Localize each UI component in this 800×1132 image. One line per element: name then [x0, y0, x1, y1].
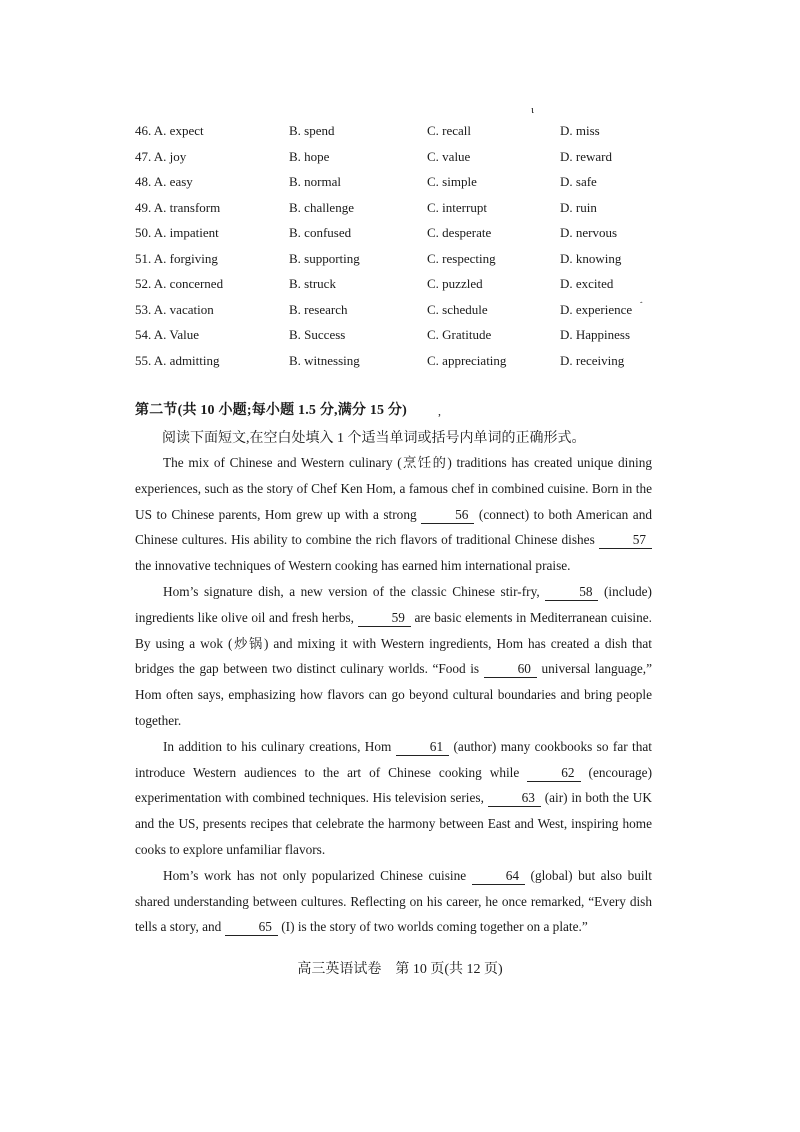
- passage-text: (connect) to both American and Chinese cultures. His ability to combine the rich flavors of traditional Chinese dishes: [135, 506, 652, 548]
- option-c: C. simple: [427, 174, 477, 189]
- option-d: D. receiving: [560, 352, 625, 368]
- option-a: 53. A. vacation: [135, 301, 214, 317]
- blank-61: 61: [396, 739, 449, 756]
- paragraph-3: [135, 734, 652, 863]
- option-b: B. struck: [289, 276, 336, 291]
- blank-57: 57: [599, 532, 652, 549]
- option-c: C. value: [427, 148, 471, 164]
- option-d: D. ruin: [560, 199, 597, 215]
- page-footer: 高三英语试卷 第 10 页(共 12 页): [297, 962, 503, 977]
- passage-text: (global) but also built shared understanding between cultures. Reflecting on his career, he once remarked, “Every dish tells a story, and: [135, 867, 652, 935]
- passage-text: (air) in both the UK and the US, presents recipes that celebrate the harmony between East and West, inspiring home cooks to explore unfamiliar flavors.: [135, 790, 652, 857]
- option-d: D. reward: [560, 148, 612, 164]
- option-d: D. safe: [560, 174, 597, 189]
- option-d: D. nervous: [560, 225, 618, 240]
- option-a: 49. A. transform: [135, 199, 221, 215]
- passage-text: Hom’s work has not only popularized Chinese cuisine: [163, 867, 472, 883]
- question-row-47: [135, 144, 695, 170]
- question-row-49: [135, 195, 695, 221]
- blank-59: 59: [358, 610, 411, 627]
- question-row-55: [135, 348, 695, 374]
- question-row-52: [135, 271, 695, 297]
- option-c: C. schedule: [427, 301, 488, 317]
- section-title: 第二节(共 10 小题;每小题 1.5 分,满分 15 分): [135, 403, 407, 418]
- option-b: B. challenge: [289, 199, 354, 215]
- option-c: C. respecting: [427, 250, 496, 266]
- passage-text: In addition to his culinary creations, Hom: [163, 738, 396, 754]
- option-d: D. excited: [560, 276, 614, 291]
- option-c: C. interrupt: [427, 199, 487, 215]
- option-c: C. desperate: [427, 225, 492, 240]
- question-row-51: [135, 246, 695, 272]
- blank-64: 64: [472, 868, 525, 885]
- option-a: 55. A. admitting: [135, 352, 220, 368]
- passage-text: Hom’s signature dish, a new version of the classic Chinese stir-fry,: [163, 583, 546, 599]
- option-a: 50. A. impatient: [135, 225, 219, 240]
- passage-text: (I) is the story of two worlds coming together on a plate.”: [277, 919, 588, 935]
- option-b: B. confused: [289, 225, 352, 240]
- option-a: 46. A. expect: [135, 123, 204, 138]
- option-b: B. normal: [289, 174, 341, 189]
- option-d: D. miss: [560, 123, 600, 138]
- pen-dot-mark: ,: [438, 404, 441, 418]
- paragraph-2: [135, 579, 652, 734]
- blank-56: 56: [421, 507, 474, 524]
- option-c: C. appreciating: [427, 352, 507, 368]
- question-row-50: [135, 220, 695, 246]
- question-row-54: [135, 322, 695, 348]
- option-a: 47. A. joy: [135, 148, 187, 164]
- option-c: C. recall: [427, 123, 472, 138]
- option-a: 48. A. easy: [135, 174, 193, 189]
- option-a: 54. A. Value: [135, 327, 200, 342]
- question-row-46: [135, 118, 695, 144]
- blank-63: 63: [488, 790, 541, 807]
- question-row-48: [135, 169, 695, 195]
- option-b: B. spend: [289, 123, 335, 138]
- pen-tick-mark-2: ˊ: [636, 299, 644, 313]
- passage-text: (author) many cookbooks so far that introduce Western audiences to the art of Chinese cooking while: [135, 738, 652, 780]
- blank-62: 62: [527, 765, 580, 782]
- question-row-53: [135, 297, 695, 323]
- option-b: B. research: [289, 301, 348, 317]
- option-d: D. Happiness: [560, 327, 631, 342]
- option-b: B. witnessing: [289, 352, 360, 368]
- option-d: D. experience: [560, 301, 633, 317]
- section-instruction: 阅读下面短文,在空白处填入 1 个适当单词或括号内单词的正确形式。: [162, 431, 586, 446]
- option-a: 51. A. forgiving: [135, 250, 218, 266]
- blank-60: 60: [484, 661, 537, 678]
- blank-58: 58: [545, 584, 598, 601]
- passage-text: (include) ingredients like olive oil and fresh herbs,: [135, 583, 652, 625]
- option-b: B. Success: [289, 327, 346, 342]
- option-b: B. hope: [289, 148, 330, 164]
- paragraph-4: [135, 863, 652, 940]
- cloze-passage: [135, 450, 652, 940]
- passage-text: the innovative techniques of Western cooking has earned him international praise.: [135, 558, 571, 574]
- paragraph-1: [135, 450, 652, 579]
- options-table: [135, 118, 695, 373]
- option-c: C. puzzled: [427, 276, 483, 291]
- option-d: D. knowing: [560, 250, 622, 266]
- passage-text: The mix of Chinese and Western culinary (烹饪的) traditions has created unique dining experiences, such as the story of Chef Ken Hom, a famous chef in combined cuisine. Born in the US to Chinese parents, Hom grew up with a strong: [135, 455, 652, 522]
- option-a: 52. A. concerned: [135, 276, 224, 291]
- option-c: C. Gratitude: [427, 327, 492, 342]
- pen-tick-mark: ι: [531, 104, 534, 116]
- passage-text: are basic elements in Mediterranean cuisine. By using a wok (炒锅) and mixing it with Western ingredients, Hom has created a dish that bridges the gap between two distinct culinary worlds. “Food is: [135, 609, 652, 677]
- blank-65: 65: [225, 919, 278, 936]
- passage-text: universal language,” Hom often says, emphasizing how flavors can go beyond cultural boundaries and bring people together.: [135, 661, 653, 728]
- passage-text: (encourage) experimentation with combined techniques. His television series,: [135, 764, 653, 806]
- option-b: B. supporting: [289, 250, 360, 266]
